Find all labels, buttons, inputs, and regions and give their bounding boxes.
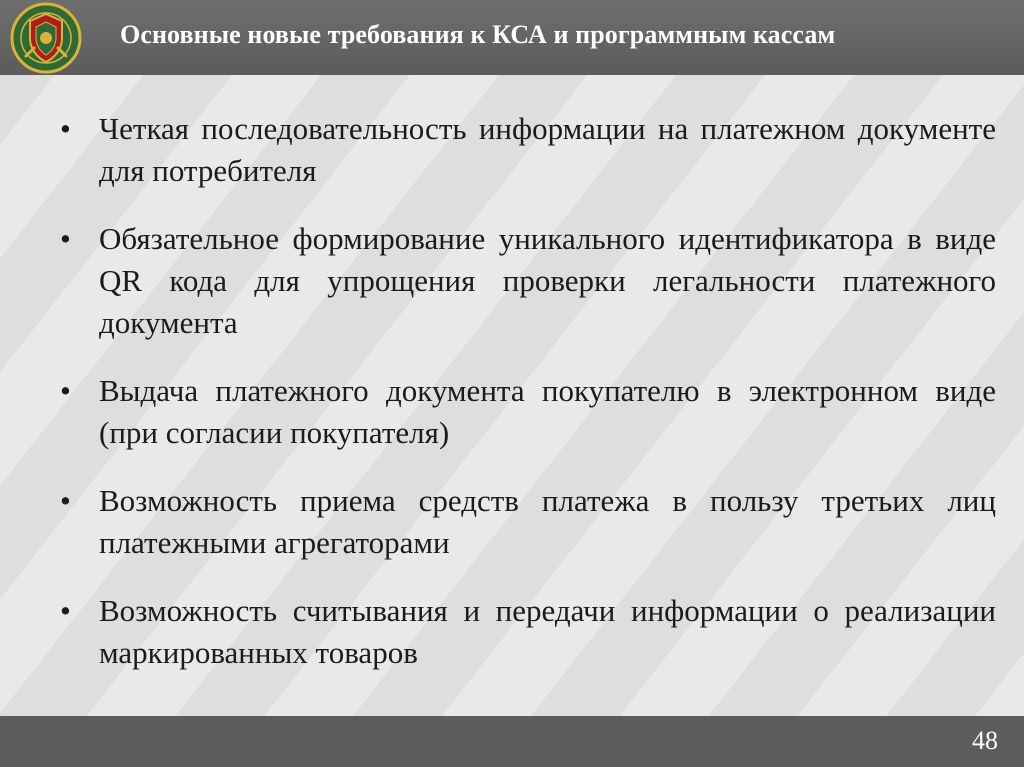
bullet-text: Возможность приема средств платежа в пользу третьих лиц платежными агрегаторами [99,483,996,560]
bullet-marker: • [60,111,71,146]
bullet-item [60,480,996,564]
bullet-text: Обязательное формирование уникального идентификатора в виде QR кода для упрощения проверки легальности платежного документа [99,221,996,340]
bullet-marker: • [60,221,71,256]
bullet-list [60,108,996,700]
slide-title: Основные новые требования к КСА и программным кассам [120,20,836,49]
slide-footer [0,716,1024,767]
page-number: 48 [972,726,998,755]
bullet-item [60,108,996,192]
bullet-marker: • [60,483,71,518]
bullet-text: Четкая последовательность информации на платежном документе для потребителя [99,111,996,188]
bullet-marker: • [60,373,71,408]
bullet-marker: • [60,593,71,628]
bullet-text: Возможность считывания и передачи информации о реализации маркированных товаров [99,593,996,670]
bullet-item [60,370,996,454]
bullet-item [60,218,996,344]
bullet-item [60,590,996,674]
bullet-text: Выдача платежного документа покупателю в электронном виде (при согласии покупателя) [99,373,996,450]
emblem-shield-icon [10,2,82,74]
slide-header [0,0,1024,75]
